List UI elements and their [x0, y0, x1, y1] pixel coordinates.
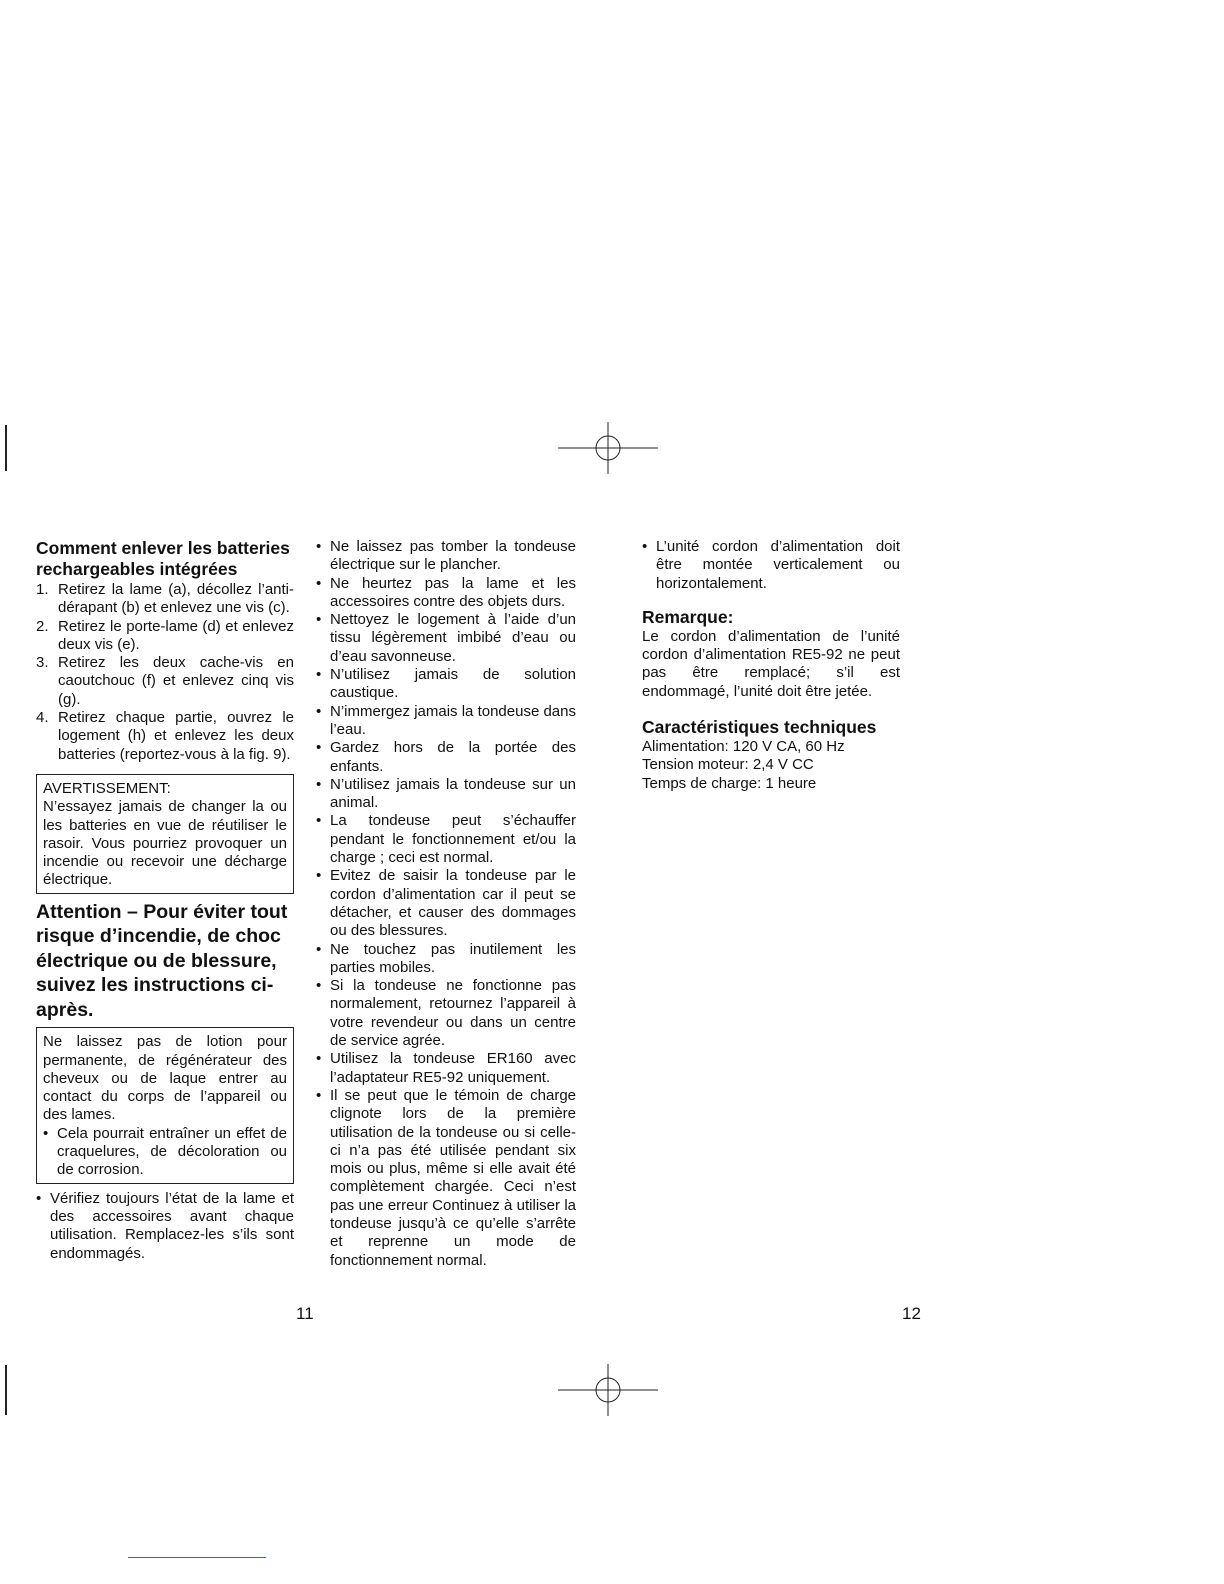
list-item [316, 1087, 576, 1270]
bullet-text: Si la tondeuse ne fonctionne pas normalement, retournez l’appareil à votre revendeur ou dans un centre de service agrée. [330, 977, 576, 1050]
bullet-text: Ne heurtez pas la lame et les accessoires contre des objets durs. [330, 574, 576, 610]
lotion-box [36, 1027, 294, 1183]
bullet-dot: • [316, 1086, 322, 1104]
bullet-text: Evitez de saisir la tondeuse par le cordon d’alimentation car il peut se détacher, et causer des dommages ou des blessures. [330, 867, 576, 940]
list-item [316, 703, 576, 740]
bullet-dot: • [642, 538, 648, 555]
remarque-heading: Remarque: [642, 606, 734, 627]
bullet-text: L’unité cordon d’alimentation doit être montée verticalement ou horizontalement. [656, 538, 900, 592]
spec-line: Temps de charge: 1 heure [642, 774, 817, 792]
spec-line: Tension moteur: 2,4 V CC [642, 756, 814, 774]
bullet-dot: • [316, 775, 322, 793]
step-text: Retirez chaque partie, ouvrez le logement (h) et enlevez les deux batteries (reportez-vous à la fig. 9). [58, 709, 294, 763]
warning-box [36, 774, 294, 894]
list-item [36, 618, 294, 655]
bullet-dot: • [316, 538, 322, 555]
bullet-text: Gardez hors de la portée des enfants. [330, 739, 576, 775]
list-item [316, 867, 576, 940]
registration-mark-top [558, 422, 658, 474]
list-item [36, 709, 294, 764]
bullet-dot: • [36, 1189, 42, 1207]
bullet-text: Vérifiez toujours l’état de la lame et des accessoires avant chaque utilisation. Remplacez-les s’ils sont endommagés. [50, 1189, 294, 1262]
bullet-dot: • [316, 812, 322, 830]
warning-text: N’essayez jamais de changer la ou les batteries en vue de réutiliser le rasoir. Vous pourriez provoquer un incendie ou recevoir une décharge électrique. [43, 798, 287, 889]
bullet-text: Ne touchez pas inutilement les parties mobiles. [330, 940, 576, 976]
lotion-text: Ne laissez pas de lotion pour permanente, de régénérateur des cheveux ou de laque entrer au contact du corps de l’appareil ou des lames. [43, 1033, 287, 1124]
list-item [316, 977, 576, 1050]
list-item [36, 654, 294, 709]
bullet-dot: • [316, 611, 322, 629]
list-item [43, 1125, 287, 1180]
step-number: 2. [36, 617, 49, 635]
bullet-text: N’immergez jamais la tondeuse dans l’eau. [330, 702, 576, 738]
crop-mark-top-left [5, 425, 7, 471]
bullet-dot: • [316, 739, 322, 757]
spec-line: Alimentation: 120 V CA, 60 Hz [642, 738, 845, 756]
step-number: 4. [36, 709, 49, 727]
step-text: Retirez les deux cache-vis en caoutchouc (f) et enlevez cinq vis (g). [58, 654, 294, 708]
list-item [316, 941, 576, 978]
bullet-dot: • [316, 574, 322, 592]
registration-mark-bottom [558, 1364, 658, 1416]
list-item [642, 538, 900, 593]
battery-removal-heading: Comment enlever les batteries rechargeables intégrées [36, 538, 290, 579]
bullet-dot: • [316, 940, 322, 958]
list-item [316, 1050, 576, 1087]
column-left [36, 538, 294, 1263]
bullet-dot: • [43, 1124, 49, 1142]
list-item [316, 575, 576, 612]
page-number-right: 12 [902, 1304, 921, 1323]
attention-heading: Attention – Pour éviter tout risque d’incendie, de choc électrique ou de blessure, suivez les instructions ci-après. [36, 900, 288, 1021]
bullet-dot: • [316, 702, 322, 720]
bullet-dot: • [316, 666, 322, 684]
list-item [316, 812, 576, 867]
list-item [316, 666, 576, 703]
step-number: 3. [36, 654, 49, 672]
crop-mark-bottom-left [5, 1365, 7, 1415]
bullet-dot: • [316, 977, 322, 995]
bullet-text: N’utilisez jamais la tondeuse sur un animal. [330, 775, 576, 812]
list-item [316, 538, 576, 575]
column-right [642, 538, 900, 793]
list-item [36, 1190, 294, 1263]
list-item [36, 581, 294, 618]
footer-link-underline [128, 1557, 266, 1558]
bullet-text: La tondeuse peut s’échauffer pendant le fonctionnement et/ou la charge ; ceci est normal. [330, 812, 576, 867]
bullet-text: Cela pourrait entraîner un effet de craquelures, de décoloration ou de corrosion. [57, 1124, 287, 1179]
bullet-dot: • [316, 1050, 322, 1068]
column-middle [316, 538, 576, 1270]
removal-steps-list [36, 581, 294, 764]
specs-heading: Caractéristiques techniques [642, 717, 877, 738]
bullet-text: Utilisez la tondeuse ER160 avec l’adaptateur RE5-92 uniquement. [330, 1050, 576, 1086]
step-text: Retirez la lame (a), décollez l’anti-dérapant (b) et enlevez une vis (c). [58, 581, 294, 617]
list-item [316, 611, 576, 666]
bullet-text: Nettoyez le logement à l’aide d’un tissu légèrement imbibé d’eau ou d’eau savonneuse. [330, 611, 576, 665]
bullet-text: Il se peut que le témoin de charge clignote lors de la première utilisation de la tondeuse ou si celle-ci n’a pas été utilisée pendant six mois ou plus, même si elle avait été complètement chargée. Ceci n’est pas une erreur Continuez à utiliser la tondeuse jusqu’à ce qu’elle s’arrête et reprenne un mode de fonctionnement normal. [330, 1086, 576, 1269]
bullet-text: N’utilisez jamais de solution caustique. [330, 666, 576, 702]
bullet-text: Ne laissez pas tomber la tondeuse électrique sur le plancher. [330, 538, 576, 574]
step-number: 1. [36, 581, 49, 598]
page-number-left: 11 [296, 1304, 314, 1323]
remarque-text: Le cordon d’alimentation de l’unité cordon d’alimentation RE5-92 ne peut pas être remplacé; s’il est endommagé, l’unité doit être jetée. [642, 627, 900, 700]
list-item [316, 776, 576, 813]
bullet-dot: • [316, 867, 322, 885]
list-item [316, 739, 576, 776]
step-text: Retirez le porte-lame (d) et enlevez deux vis (e). [58, 617, 294, 653]
warning-title: AVERTISSEMENT: [43, 779, 171, 797]
